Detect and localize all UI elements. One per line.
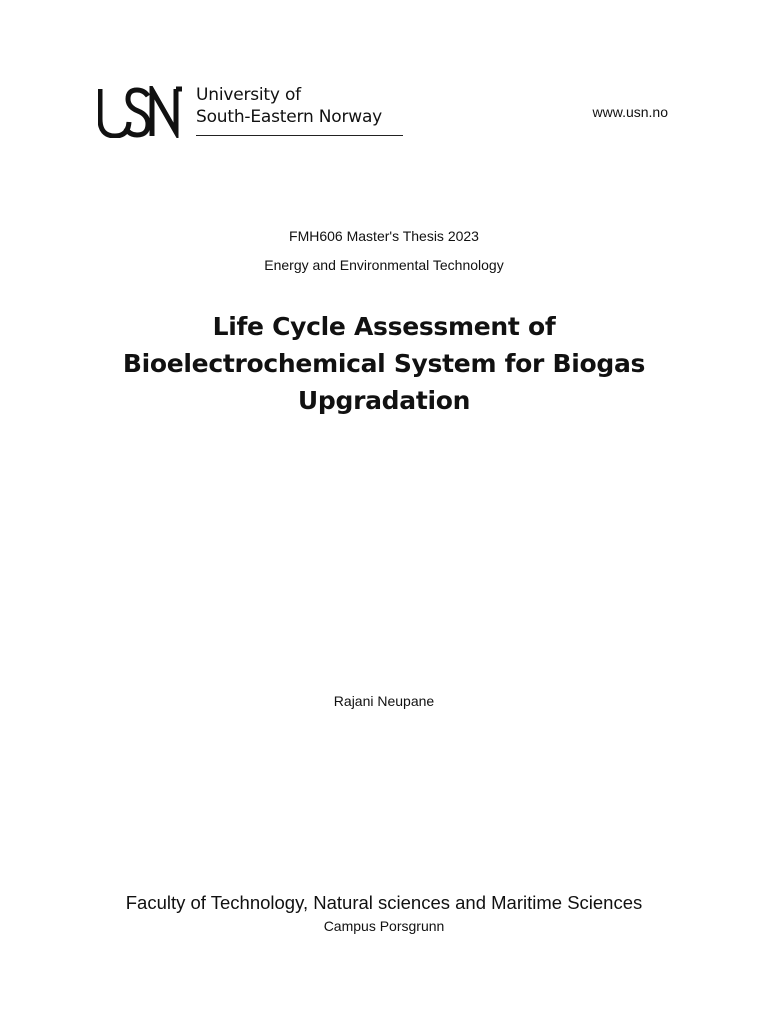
usn-logo-mark bbox=[98, 86, 184, 138]
logo-underline bbox=[196, 135, 403, 136]
thesis-title: Life Cycle Assessment of Bioelectrochemical System for Biogas Upgradation bbox=[122, 312, 646, 415]
university-name bbox=[196, 84, 382, 128]
campus-name: Campus Porsgrunn bbox=[323, 918, 445, 934]
university-name-line2: South-Eastern Norway bbox=[196, 107, 383, 127]
author-name: Rajani Neupane bbox=[333, 693, 435, 709]
faculty-name: Faculty of Technology, Natural sciences and Maritime Sciences bbox=[125, 892, 643, 913]
study-program: Energy and Environmental Technology bbox=[264, 257, 504, 273]
university-name-line1: University of bbox=[196, 85, 301, 105]
usn-logo bbox=[98, 84, 408, 140]
website-link[interactable]: www.usn.no bbox=[592, 104, 668, 120]
course-code: FMH606 Master's Thesis 2023 bbox=[289, 228, 479, 244]
